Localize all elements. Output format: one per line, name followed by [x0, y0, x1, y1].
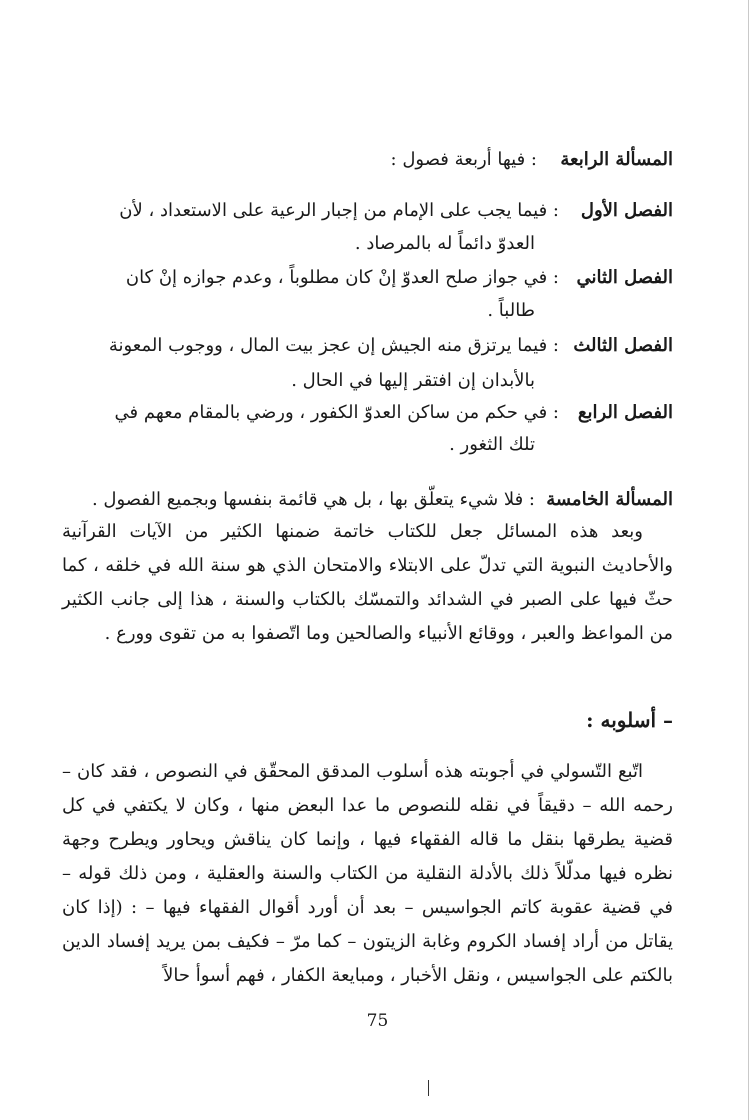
page-number: 75 — [366, 1011, 389, 1031]
chapter4-line2: تلك الثغور . — [449, 434, 535, 455]
page-edge-line — [748, 0, 749, 1120]
chapter2-line1: : في جواز صلح العدوّ إنْ كان مطلوباً ، وعدم جوازه إنْ كان — [125, 267, 559, 288]
issue4-text: : فيها أربعة فصول : — [390, 149, 537, 170]
issue5-label: المسألة الخامسة — [546, 489, 673, 510]
issue4-label: المسألة الرابعة — [560, 149, 673, 170]
section-heading-style: – أسلوبه : — [586, 708, 673, 732]
chapter2-line2: طالباً . — [487, 300, 535, 321]
style-paragraph: اتّبع التّسولي في أجوبته هذه أسلوب المدقق المحقّق في النصوص ، فقد كان – رحمه الله – دقيقاً في نقله للنصوص ما عدا البعض منها ، وكان لا يكتفي في كل قضية يطرقها بنقل ما قاله الفقهاء فيها ، وإنما كان يناقش ويحاور ويطرح وجهة نظره فيها مدلّلاً ذلك بالأدلة النقلية من الكتاب والسنة والعقلية ، ومن ذلك قوله – في قضية عقوبة كاتم الجواسيس – بعد أن أورد أقوال الفقهاء فيها – : (إذا كان يقاتل من أراد إفساد الكروم وغابة الزيتون – كما مرّ – فكيف بمن يريد إفساد الدين بالكتم على الجواسيس ، ونقل الأخبار ، ومبايعة الكفار ، فهم أسوأ حالاً — [62, 761, 673, 986]
chapter4-label: الفصل الرابع — [577, 402, 673, 423]
conclusion-paragraph: وبعد هذه المسائل جعل للكتاب خاتمة ضمنها الكثير من الآيات القرآنية والأحاديث النبوية التي تدلّ على الابتلاء والامتحان الذي هو سنة الله في خلقه ، كما حثّ فيها على الصبر في الشدائد والتمسّك بالكتاب والسنة ، هذا إلى جانب الكثير من المواعظ والعبر ، ووقائع الأنبياء والصالحين وما اتّصفوا به من تقوى وورع . — [62, 521, 673, 644]
chapter3-line2: بالأبدان إن افتقر إليها في الحال . — [291, 370, 535, 391]
issue5-text: : فلا شيء يتعلّق بها ، بل هي قائمة بنفسها وبجميع الفصول . — [91, 489, 535, 510]
chapter1-label: الفصل الأول — [580, 200, 673, 221]
chapter3-label: الفصل الثالث — [573, 335, 673, 356]
bottom-mark — [428, 1080, 429, 1096]
chapter4-line1: : في حكم من ساكن العدوّ الكفور ، ورضي بالمقام معهم في — [114, 402, 559, 423]
chapter1-line1: : فيما يجب على الإمام من إجبار الرعية على الاستعداد ، لأن — [119, 200, 559, 221]
chapter3-line1: : فيما يرتزق منه الجيش إن عجز بيت المال ، ووجوب المعونة — [108, 335, 559, 356]
chapter1-line2: العدوّ دائماً له بالمرصاد . — [354, 233, 535, 254]
chapter2-label: الفصل الثاني — [576, 267, 673, 288]
